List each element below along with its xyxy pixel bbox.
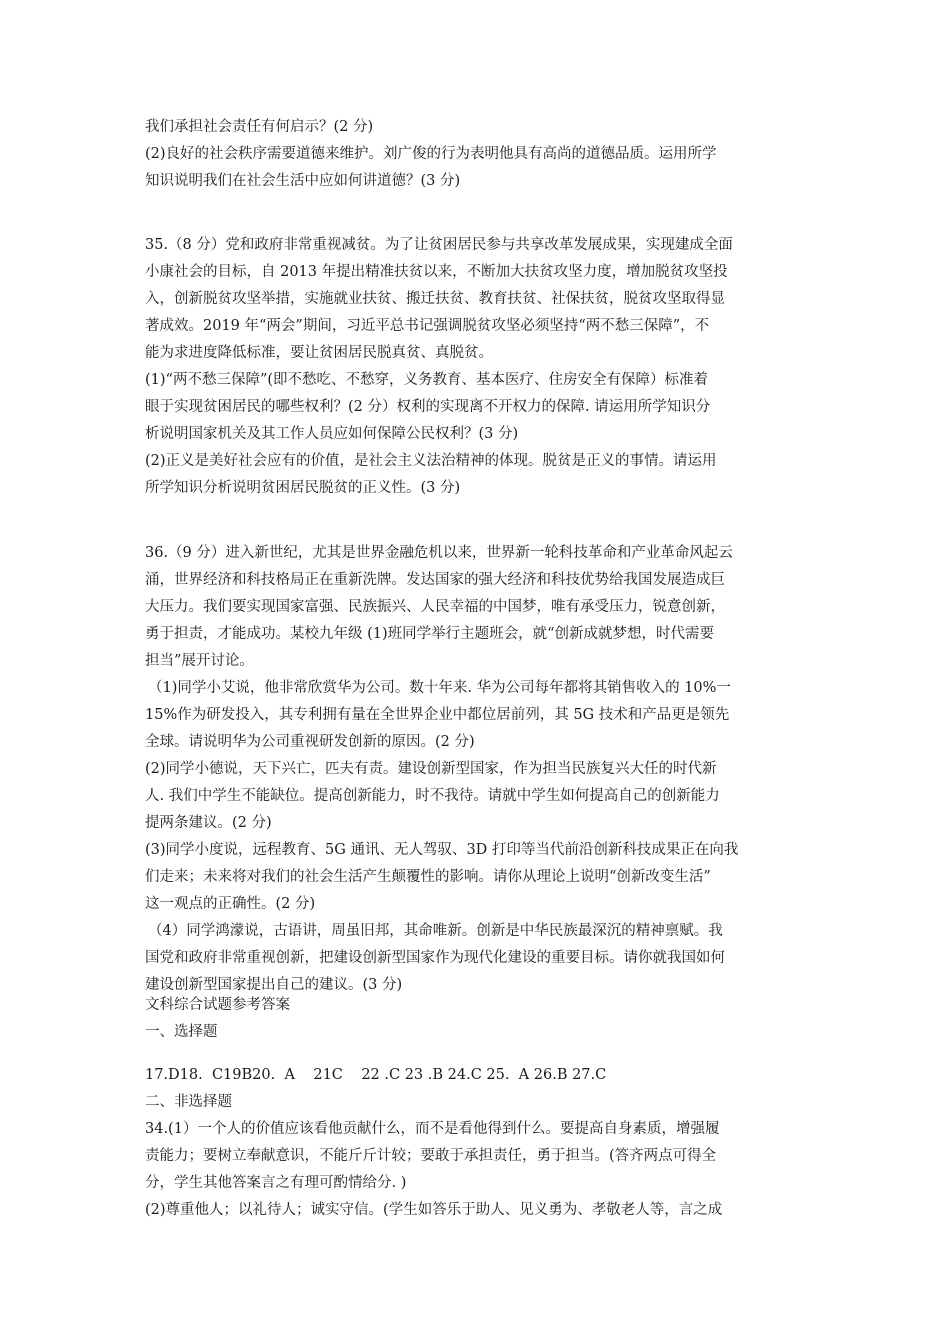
text-line: 涌，世界经济和科技格局正在重新洗牌。发达国家的强大经济和科技优势给我国发展造成巨 xyxy=(145,572,725,588)
text-line: 知识说明我们在社会生活中应如何讲道德？(3 分) xyxy=(145,173,461,189)
question-35 xyxy=(145,232,813,502)
text-line: 小康社会的目标，自 2013 年提出精准扶贫以来，不断加大扶贫攻坚力度，增加脱贫攻坚投 xyxy=(145,264,728,280)
choice-answers: 17.D18. C19B20. A 21C 22 .C 23 .B 24.C 25. A 26.B 27.C xyxy=(145,1067,607,1083)
text-line: 责能力；要树立奉献意识，不能斤斤计较；要敢于承担责任，勇于担当。(答齐两点可得全 xyxy=(145,1148,717,1164)
answers-title: 文科综合试题参考答案 xyxy=(145,997,290,1013)
text-line: (1)“两不愁三保障”(即不愁吃、不愁穿，义务教育、基本医疗、住房安全有保障）标准着 xyxy=(145,372,709,388)
text-line: 析说明国家机关及其工作人员应如何保障公民权利？(3 分) xyxy=(145,426,519,442)
text-line: 分，学生其他答案言之有理可酌情给分. ) xyxy=(145,1175,407,1191)
text-line: 们走来；未来将对我们的社会生活产生颠覆性的影响。请你从理论上说明“创新改变生活” xyxy=(145,869,711,885)
answers-body xyxy=(145,1062,813,1224)
text-line: 国党和政府非常重视创新，把建设创新型国家作为现代化建设的重要目标。请你就我国如何 xyxy=(145,950,725,966)
text-line: 建设创新型国家提出自己的建议。(3 分) xyxy=(145,977,403,993)
text-line: 我们承担社会责任有何启示？(2 分) xyxy=(145,119,374,135)
text-line: 所学知识分析说明贫困居民脱贫的正义性。(3 分) xyxy=(145,480,461,496)
text-line: 35.（8 分）党和政府非常重视减贫。为了让贫困居民参与共享改革发展成果，实现建成全面 xyxy=(145,237,733,253)
answers-header xyxy=(145,992,813,1046)
text-line: 15%作为研发投入，其专利拥有量在全世界企业中都位居前列，其 5G 技术和产品更是领先 xyxy=(145,707,730,723)
text-line: (2)同学小德说，天下兴亡，匹夫有责。建设创新型国家，作为担当民族复兴大任的时代新 xyxy=(145,761,717,777)
text-line: (2)尊重他人；以礼待人；诚实守信。(学生如答乐于助人、见义勇为、孝敬老人等，言之成 xyxy=(145,1202,723,1218)
text-line: （1)同学小艾说，他非常欣赏华为公司。数十年来. 华为公司每年都将其销售收入的 10%一 xyxy=(148,680,731,696)
text-line: 著成效。2019 年“两会”期间，习近平总书记强调脱贫攻坚必须坚持“两不愁三保障”，不 xyxy=(145,318,710,334)
text-line: (2)良好的社会秩序需要道德来维护。刘广俊的行为表明他具有高尚的道德品质。运用所学 xyxy=(145,146,717,162)
text-line: 担当”展开讨论。 xyxy=(145,653,254,669)
text-line: 入，创新脱贫攻坚举措，实施就业扶贫、搬迁扶贫、教育扶贫、社保扶贫，脱贫攻坚取得显 xyxy=(145,291,725,307)
text-line: （4）同学鸿濛说，古语讲，周虽旧邦，其命唯新。创新是中华民族最深沉的精神禀赋。我 xyxy=(148,923,723,939)
text-line: 眼于实现贫困居民的哪些权利？(2 分）权利的实现离不开权力的保障. 请运用所学知识分 xyxy=(145,399,711,415)
text-line: 勇于担责，才能成功。某校九年级 (1)班同学举行主题班会，就“创新成就梦想，时代需要 xyxy=(145,626,715,642)
text-line: 全球。请说明华为公司重视研发创新的原因。(2 分) xyxy=(145,734,475,750)
text-line: 人. 我们中学生不能缺位。提高创新能力，时不我待。请就中学生如何提高自己的创新能力 xyxy=(145,788,720,804)
text-line: 34.(1）一个人的价值应该看他贡献什么，而不是看他得到什么。要提高自身素质，增强履 xyxy=(145,1121,720,1137)
text-line: 能为求进度降低标准，要让贫困居民脱真贫、真脱贫。 xyxy=(145,345,493,361)
text-line: 这一观点的正确性。(2 分) xyxy=(145,896,316,912)
text-line: (3)同学小度说，远程教育、5G 通讯、无人驾驭、3D 打印等当代前沿创新科技成果正在向我 xyxy=(145,842,739,858)
section-heading: 一、选择题 xyxy=(145,1024,218,1040)
text-line: (2)正义是美好社会应有的价值，是社会主义法治精神的体现。脱贫是正义的事情。请运用 xyxy=(145,453,717,469)
question-34-tail xyxy=(145,114,813,195)
text-line: 36.（9 分）进入新世纪，尤其是世界金融危机以来，世界新一轮科技革命和产业革命风起云 xyxy=(145,545,733,561)
section-heading: 二、非选择题 xyxy=(145,1094,232,1110)
question-36 xyxy=(145,540,813,999)
text-line: 提两条建议。(2 分) xyxy=(145,815,272,831)
text-line: 大压力。我们要实现国家富强、民族振兴、人民幸福的中国梦，唯有承受压力，锐意创新， xyxy=(145,599,725,615)
